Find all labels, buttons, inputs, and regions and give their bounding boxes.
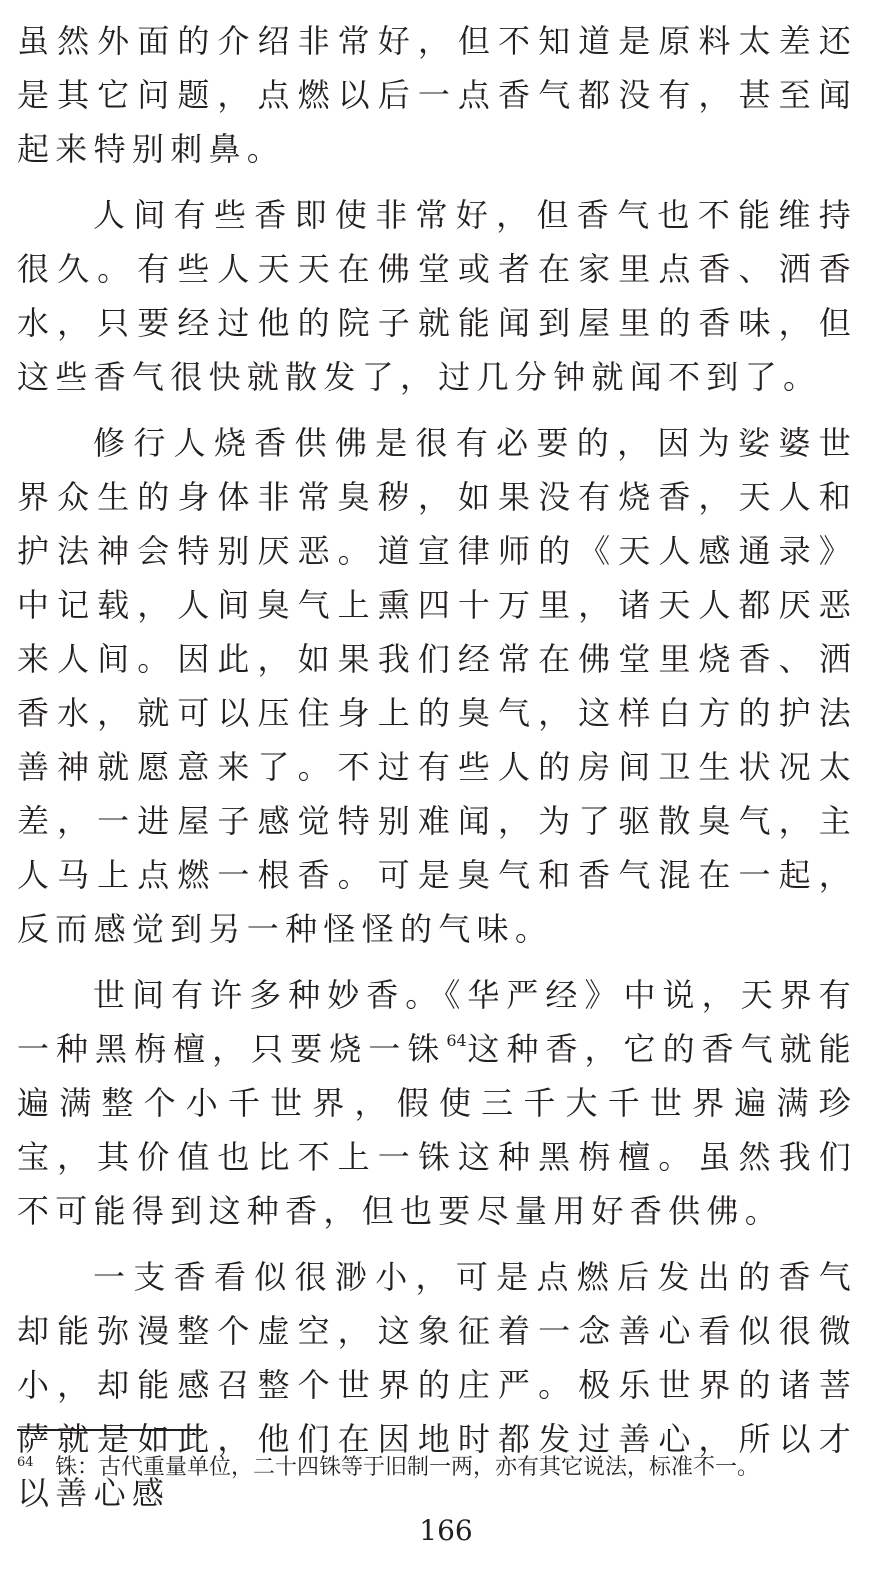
paragraph-4-text-before-ref: 世间有许多种妙香。《华严经》中说，天界有一种黑栴檀，只要烧一铢	[17, 976, 857, 1068]
page-number: 166	[419, 1514, 473, 1547]
paragraph-2: 人间有些香即使非常好，但香气也不能维持很久。有些人天天在佛堂或者在家里点香、洒香水，只要经过他的院子就能闻到屋里的香味，但这些香气很快就散发了，过几分钟就闻不到了。	[17, 196, 857, 396]
footnote-text: 铢：古代重量单位，二十四铢等于旧制一两，亦有其它说法，标准不一。	[55, 1455, 760, 1480]
paragraph-1: 虽然外面的介绍非常好，但不知道是原料太差还是其它问题，点燃以后一点香气都没有，甚至闻起来特别刺鼻。	[17, 22, 857, 168]
paragraph-3: 修行人烧香供佛是很有必要的，因为娑婆世界众生的身体非常臭秽，如果没有烧香，天人和护法神会特别厌恶。道宣律师的《天人感通录》中记载，人间臭气上熏四十万里，诸天人都厌恶来人间。因此，如果我们经常在佛堂里烧香、洒香水，就可以压住身上的臭气，这样白方的护法善神就愿意来了。不过有些人的房间卫生状况太差，一进屋子感觉特别难闻，为了驱散臭气，主人马上点燃一根香。可是臭气和香气混在一起，反而感觉到另一种怪怪的气味。	[17, 424, 857, 948]
footnote-separator	[17, 1429, 203, 1431]
footnote-number: 64	[17, 1455, 34, 1470]
paragraph-5: 一支香看似很渺小，可是点燃后发出的香气却能弥漫整个虚空，这象征着一念善心看似很微小，却能感召整个世界的庄严。极乐世界的诸菩萨就是如此，他们在因地时都发过善心，所以才以善心感	[17, 1258, 857, 1512]
footnote-reference[interactable]: 64	[446, 1031, 467, 1050]
paragraph-4-text-after-ref: 这种香，它的香气就能遍满整个小千世界，假使三千大千世界遍满珍宝，其价值也比不上一铢这种黑栴檀。虽然我们不可能得到这种香，但也要尽量用好香供佛。	[17, 1030, 857, 1230]
paragraph-4	[17, 968, 857, 1238]
body-text	[17, 14, 857, 1532]
footnote	[17, 1448, 877, 1483]
